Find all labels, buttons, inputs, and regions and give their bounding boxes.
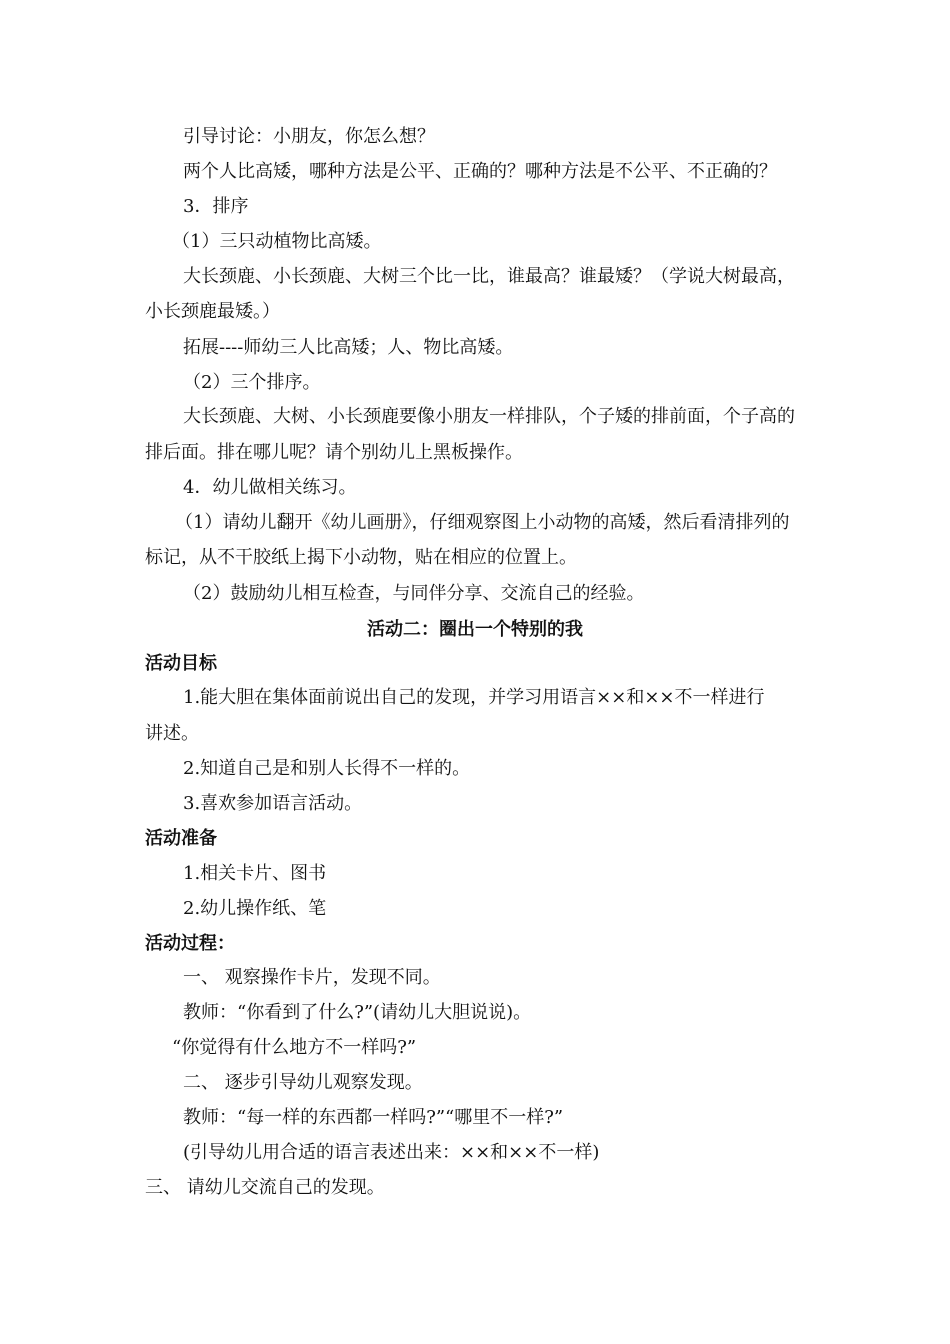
goal2: 2.知道自己是和别人长得不一样的。 xyxy=(183,758,471,779)
step4-1-a: （1）请幼儿翻开《幼儿画册》，仔细观察图上小动物的高矮，然后看清排列的 xyxy=(175,512,790,533)
step4-1-b: 标记，从不干胶纸上揭下小动物，贴在相应的位置上。 xyxy=(145,547,577,568)
goal1-a: 1.能大胆在集体面前说出自己的发现，并学习用语言××和××不一样进行 xyxy=(183,687,765,708)
goals-heading: 活动目标 xyxy=(145,653,217,674)
process-step-3: 三、 请幼儿交流自己的发现。 xyxy=(145,1177,385,1198)
step4-2: （2）鼓励幼儿相互检查，与同伴分享、交流自己的经验。 xyxy=(183,583,645,604)
step3-1-extension: 拓展----师幼三人比高矮；人、物比高矮。 xyxy=(183,337,514,358)
step3-1-text-a: 大长颈鹿、小长颈鹿、大树三个比一比，谁最高？谁最矮？（学说大树最高， xyxy=(183,266,795,287)
question-text: 两个人比高矮，哪种方法是公平、正确的？哪种方法是不公平、不正确的？ xyxy=(183,161,777,182)
process-step-2: 二、 逐步引导幼儿观察发现。 xyxy=(183,1072,423,1093)
step3-1-title: （1）三只动植物比高矮。 xyxy=(172,231,382,252)
discussion-prompt: 引导讨论：小朋友，你怎么想？ xyxy=(183,126,435,147)
process-step-2-guide: (引导幼儿用合适的语言表述出来：××和××不一样) xyxy=(183,1142,600,1163)
step3-title: 3．排序 xyxy=(183,196,249,217)
process-step-1: 一、 观察操作卡片，发现不同。 xyxy=(183,967,441,988)
prep-heading: 活动准备 xyxy=(145,828,217,849)
step4-title: 4．幼儿做相关练习。 xyxy=(183,477,357,498)
prep1: 1.相关卡片、图书 xyxy=(183,863,327,884)
process-step-1-quote: “你觉得有什么地方不一样吗?” xyxy=(172,1037,417,1058)
goal1-b: 讲述。 xyxy=(145,723,199,744)
process-heading: 活动过程： xyxy=(145,933,235,954)
step3-2-title: （2）三个排序。 xyxy=(183,372,321,393)
process-step-1-teacher: 教师：“你看到了什么?”(请幼儿大胆说说)。 xyxy=(183,1002,532,1023)
step3-2-text-b: 排后面。排在哪儿呢？请个别幼儿上黑板操作。 xyxy=(145,442,523,463)
process-step-2-teacher: 教师：“每一样的东西都一样吗?”“哪里不一样?” xyxy=(183,1107,564,1128)
step3-1-text-b: 小长颈鹿最矮。） xyxy=(145,301,280,322)
goal3: 3.喜欢参加语言活动。 xyxy=(183,793,363,814)
prep2: 2.幼儿操作纸、笔 xyxy=(183,898,327,919)
activity2-title: 活动二：圈出一个特别的我 xyxy=(367,619,583,640)
step3-2-text-a: 大长颈鹿、大树、小长颈鹿要像小朋友一样排队，个子矮的排前面，个子高的 xyxy=(183,406,795,427)
